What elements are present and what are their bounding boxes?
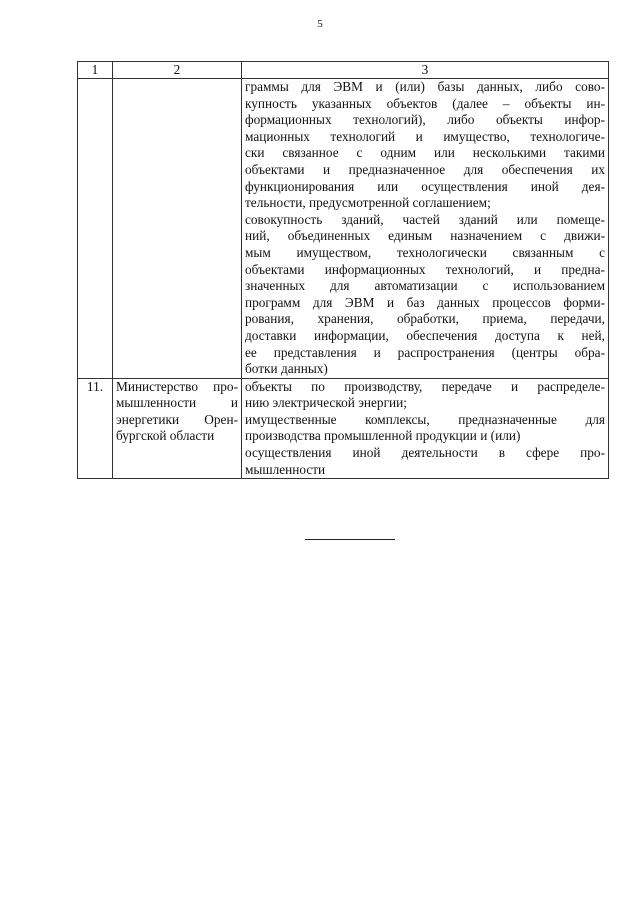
objects-text-line: ний, объединенных единым назначением с движи-: [245, 228, 605, 244]
objects-text-line: мым имуществом, технологически связанным с: [245, 244, 605, 260]
table-row: [78, 378, 609, 479]
objects-text-line: ее представления и распространения (центры обра-: [245, 344, 605, 360]
header-cell-1: 1: [78, 62, 113, 79]
ministry-name-line: мышленности и: [116, 395, 238, 411]
objects-text-line: объектами информационных технологий, и предна-: [245, 261, 605, 277]
header-cell-2: 2: [113, 62, 242, 79]
objects-text-line: функционирования или осуществления иной дея-: [245, 178, 605, 194]
objects-text-line: купность указанных объектов (далее – объекты ин-: [245, 95, 605, 111]
objects-cell: [242, 378, 609, 479]
objects-text-line: объектами и предназначенное для обеспечения их: [245, 161, 605, 177]
objects-text-line: рования, хранения, обработки, приема, передачи,: [245, 311, 605, 327]
objects-text-line: осуществления иной деятельности в сфере про-: [245, 445, 605, 461]
header-cell-3: 3: [242, 62, 609, 79]
objects-cell: [242, 79, 609, 379]
objects-text-line: формационных технологий), либо объекты инфор-: [245, 112, 605, 128]
objects-text-line: объекты по производству, передаче и распределе-: [245, 378, 605, 394]
objects-text-line: имущественные комплексы, предназначенные для: [245, 411, 605, 427]
objects-text-line: мышленности: [245, 461, 326, 477]
objects-text-line: тельности, предусмотренной соглашением;: [245, 195, 491, 211]
row-number: [78, 79, 113, 379]
objects-text-line: программ для ЭВМ и баз данных процессов форми-: [245, 294, 605, 310]
document-table: [77, 61, 609, 479]
ministry-cell: [113, 79, 242, 379]
ministry-name-line: бургской области: [116, 428, 215, 444]
objects-text-line: производства промышленной продукции и (или): [245, 428, 521, 444]
ministry-cell: [113, 378, 242, 479]
objects-text-line: мационных технологий и имущество, технологиче-: [245, 128, 605, 144]
objects-text-line: нию электрической энергии;: [245, 395, 407, 411]
ministry-name-line: энергетики Орен-: [116, 411, 238, 427]
closing-rule: [305, 539, 395, 540]
objects-text-line: доставки информации, обеспечения доступа к ней,: [245, 327, 605, 343]
row-number: 11.: [78, 378, 113, 479]
objects-text-line: ски связанное с одним или несколькими такими: [245, 145, 605, 161]
ministry-name-line: Министерство про-: [116, 378, 238, 394]
page-number: 5: [317, 18, 323, 30]
table-header-row: [78, 62, 609, 79]
objects-text-line: совокупность зданий, частей зданий или помеще-: [245, 211, 605, 227]
objects-text-line: ботки данных): [245, 361, 328, 377]
objects-text-line: граммы для ЭВМ и (или) базы данных, либо сово-: [245, 79, 605, 94]
objects-text-line: значенных для автоматизации с использованием: [245, 278, 605, 294]
table-row: [78, 79, 609, 379]
